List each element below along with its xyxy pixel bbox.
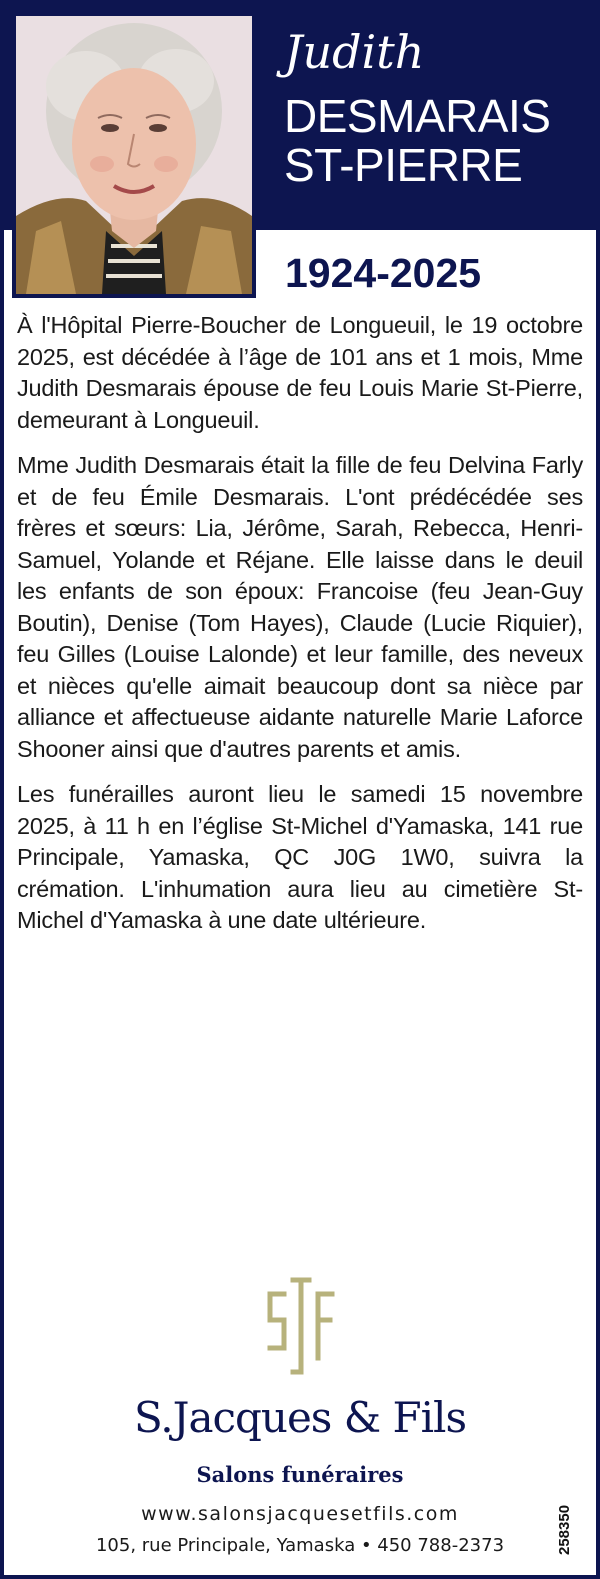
paragraph-family: Mme Judith Desmarais était la fille de feu Delvina Farly et de feu Émile Desmarais. L'ont prédécédée ses frères et sœurs: Lia, Jérôme, Sarah, Rebecca, Henri-Samuel, Yolande et Réjane. Elle laisse dans le deuil les enfants de son époux: Francoise (feu Jean-Guy Boutin), Denise (Tom Hayes), Claude (Lucie Riquier), feu Gilles (Louise Lalonde) et leur famille, des neveux et nièces qu'elle aimait beaucoup dont sa nièce par alliance et affectueuse aidante naturelle Marie Laforce Shooner ainsi que d'autres parents et amis. (17, 452, 583, 762)
sjf-monogram-logo (262, 1276, 340, 1385)
funeral-home-subtitle: Salons funéraires (196, 1462, 404, 1487)
last-name-line-1: DESMARAIS (284, 90, 551, 142)
paragraph-death-notice: À l'Hôpital Pierre-Boucher de Longueuil, le 19 octobre 2025, est décédée à l’âge de 101 ans et 1 mois, Mme Judith Desmarais épouse de feu Louis Marie St-Pierre, demeurant à Longueuil. (17, 312, 583, 433)
last-name-line-2: ST-PIERRE (284, 139, 523, 191)
last-name (284, 92, 550, 190)
portrait-photo (12, 12, 256, 298)
funeral-home-website[interactable]: www.salonsjacquesetfils.com (141, 1503, 459, 1525)
ad-reference-number: 258350 (556, 1504, 573, 1555)
funeral-home-address: 105, rue Principale, Yamaska • 450 788-2373 (95, 1535, 505, 1556)
life-years: 1924-2025 (285, 250, 482, 296)
funeral-home-name: S.Jacques & Fils (133, 1393, 467, 1442)
paragraph-funeral-details: Les funérailles auront lieu le samedi 15 novembre 2025, à 11 h en l’église St-Michel d'Yamaska, 141 rue Principale, Yamaska, QC J0G 1W0, suivra la crémation. L'inhumation aura lieu au cimetière St-Michel d'Yamaska à une date ultérieure. (17, 781, 583, 933)
first-name: Judith (284, 25, 425, 79)
obituary-text (17, 310, 583, 951)
